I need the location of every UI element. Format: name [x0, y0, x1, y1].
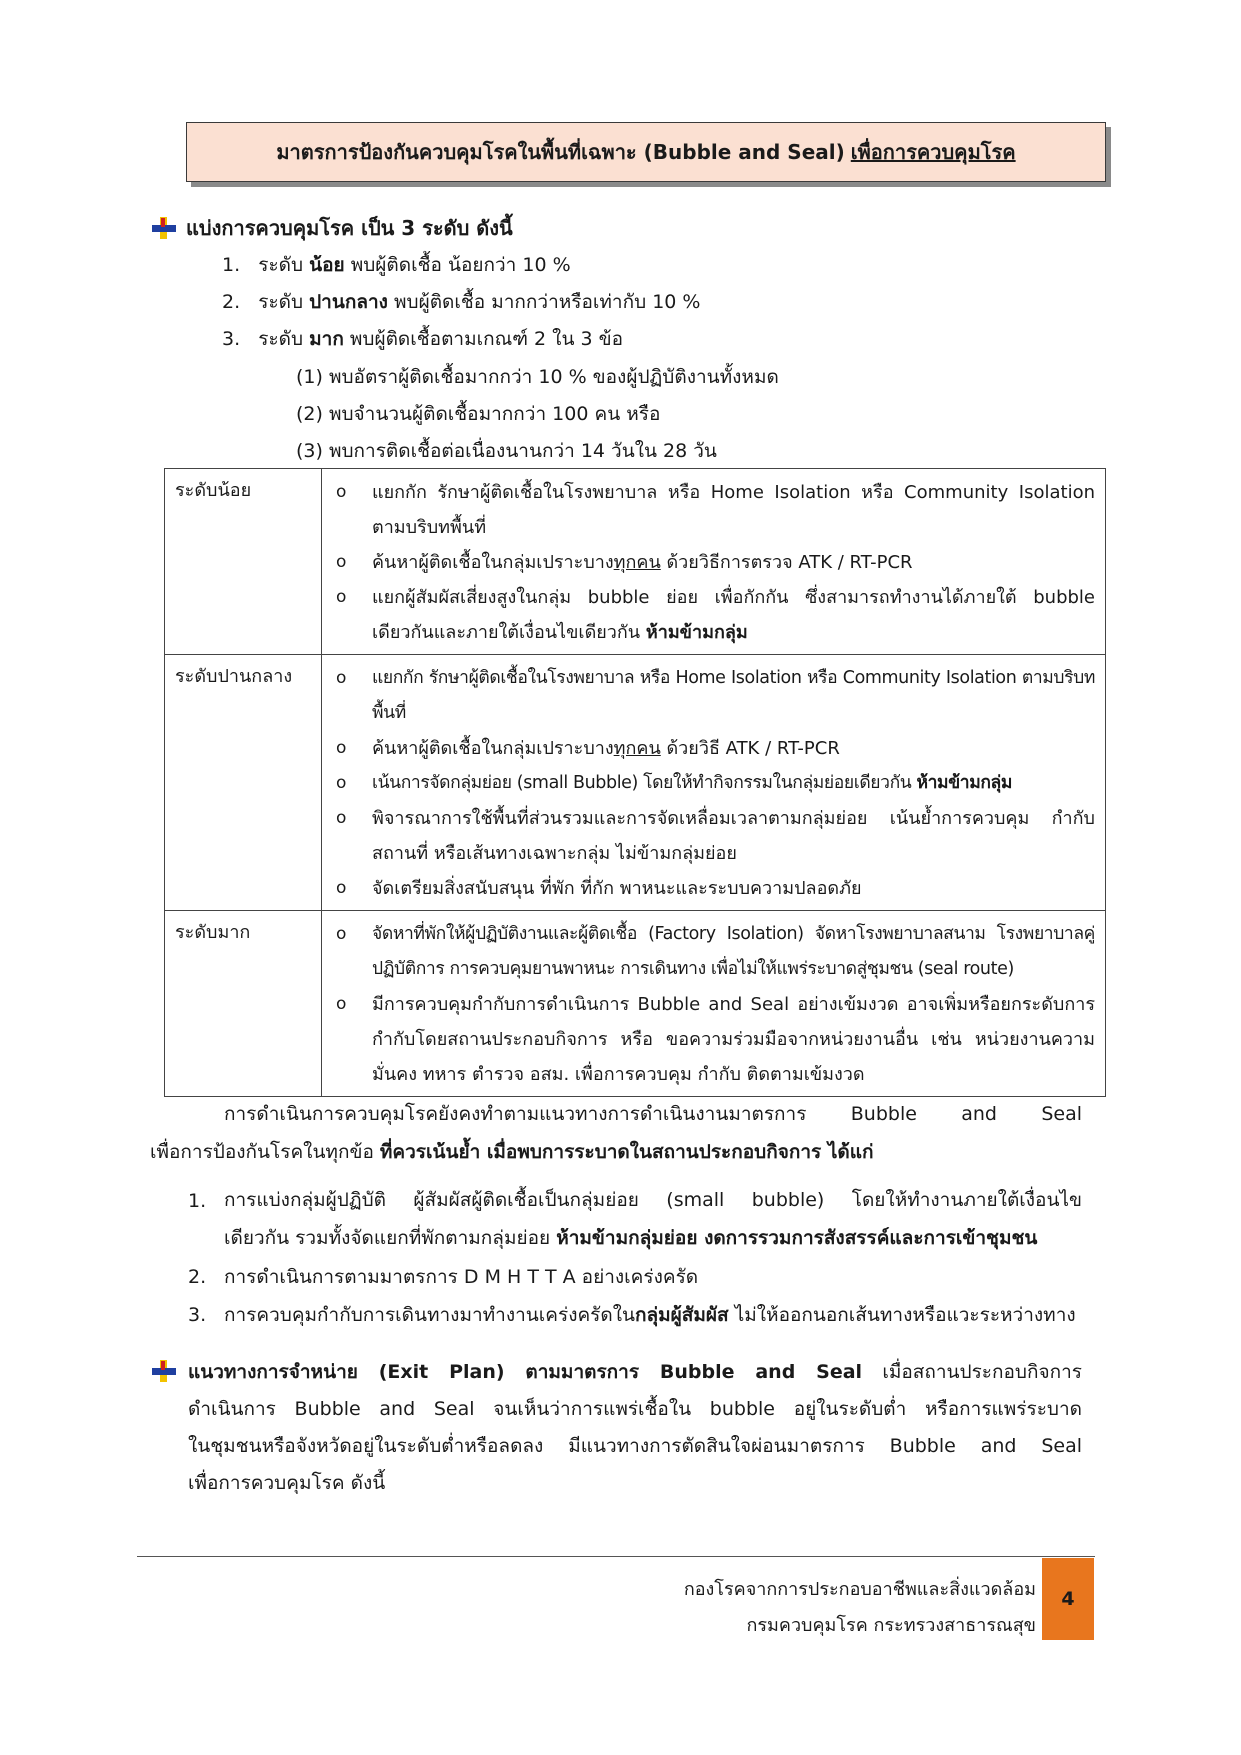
level-item-3 — [222, 326, 623, 352]
list-item — [332, 545, 1095, 580]
bullet: o — [336, 587, 347, 607]
item-text-part: ค้นหาผู้ติดเชื้อในกลุ่มเปราะบาง — [372, 738, 614, 759]
section1-heading-text: แบ่งการควบคุมโรค เป็น 3 ระดับ ดังนี้ — [186, 216, 513, 240]
level-label-medium: ระดับปานกลาง — [165, 655, 322, 911]
level-bold: น้อย — [309, 254, 345, 276]
bullet: o — [336, 773, 347, 793]
list-text: ไม่ให้ออกนอกเส้นทางหรือแวะระหว่างทาง — [728, 1304, 1076, 1326]
list-item — [332, 801, 1095, 871]
level-label-low: ระดับน้อย — [165, 469, 322, 655]
exit-plan-line-2: ดำเนินการ Bubble and Seal จนเห็นว่าการแพร่เชื้อใน bubble อยู่ในระดับต่ำ หรือการแพร่ระบาด — [188, 1398, 1082, 1420]
level-num: 2. — [222, 291, 241, 313]
item-text: แยกกัก รักษาผู้ติดเชื้อในโรงพยาบาล หรือ Home Isolation หรือ Community Isolation ตามบริบทพื้นที่ — [372, 482, 1095, 538]
table-row-medium — [165, 655, 1106, 911]
exit-plan-heading: แนวทางการจำหน่าย (Exit Plan) ตามมาตรการ Bubble and Seal — [188, 1361, 863, 1383]
title-underlined: เพื่อการควบคุมโรค — [850, 140, 1016, 164]
list-item — [332, 766, 1095, 801]
list-emphasis: กลุ่มผู้สัมผัส — [635, 1304, 729, 1326]
measures-high — [322, 911, 1106, 1097]
item-text: จัดหาที่พักให้ผู้ปฏิบัติงานและผู้ติดเชื้อ (Factory Isolation) จัดหาโรงพยาบาลสนาม โรงพยาบาลคู่ปฏิบัติการ การควบคุมยานพาหนะ การเดินทาง เพื่อไม่ให้แพร่ระบาดสู่ชุมชน (seal route) — [372, 924, 1095, 979]
section1-heading — [150, 212, 513, 244]
level-item-1 — [222, 252, 571, 278]
title-banner — [186, 122, 1106, 182]
criteria-2: (2) พบจำนวนผู้ติดเชื้อมากกว่า 100 คน หรือ — [296, 403, 661, 425]
list-text: การควบคุมกำกับการเดินทางมาทำงานเคร่งครัดใน — [224, 1304, 635, 1326]
bullet: o — [336, 924, 347, 944]
paragraph-line-1: การดำเนินการควบคุมโรคยังคงทำตามแนวทางการดำเนินงานมาตรการ Bubble and Seal — [224, 1103, 1082, 1125]
level-rest: พบผู้ติดเชื้อตามเกณฑ์ 2 ใน 3 ข้อ — [349, 328, 623, 350]
emphasis-item-1-line-1: การแบ่งกลุ่มผู้ปฏิบัติ ผู้สัมผัสผู้ติดเชื้อเป็นกลุ่มย่อย (small bubble) โดยให้ทำงานภายใต้เงื่อนไข — [224, 1189, 1082, 1211]
level-rest: พบผู้ติดเชื้อ มากกว่าหรือเท่ากับ 10 % — [393, 291, 701, 313]
item-text-underlined: ทุกคน — [613, 552, 661, 573]
emphasis-num-1: 1. — [188, 1190, 207, 1212]
paragraph-text: เพื่อการป้องกันโรคในทุกข้อ — [150, 1141, 380, 1163]
footer-department: กองโรคจากการประกอบอาชีพและสิ่งแวดล้อม — [683, 1579, 1036, 1600]
item-text — [372, 580, 1095, 650]
list-item — [332, 661, 1095, 731]
item-text: แยกกัก รักษาผู้ติดเชื้อในโรงพยาบาล หรือ Home Isolation หรือ Community Isolation ตามบริบทพื้นที่ — [372, 668, 1095, 723]
table-row-low — [165, 469, 1106, 655]
item-text-part: ค้นหาผู้ติดเชื้อในกลุ่มเปราะบาง — [372, 552, 614, 573]
list-item — [332, 580, 1095, 650]
page-number-badge: 4 — [1042, 1558, 1094, 1640]
emphasis-item-3 — [224, 1302, 1076, 1328]
bullet: o — [336, 668, 347, 688]
level-prefix: ระดับ — [258, 328, 304, 350]
level-bold: ปานกลาง — [309, 291, 388, 313]
list-emphasis: ห้ามข้ามกลุ่มย่อย งดการรวมการสังสรรค์และการเข้าชุมชน — [556, 1227, 1038, 1249]
criteria-1: (1) พบอัตราผู้ติดเชื้อมากกว่า 10 % ของผู้ปฏิบัติงานทั้งหมด — [296, 366, 779, 388]
item-text: จัดเตรียมสิ่งสนับสนุน ที่พัก ที่กัก พาหนะและระบบความปลอดภัย — [372, 878, 862, 899]
item-text-part: แยกผู้สัมผัสเสี่ยงสูงในกลุ่ม bubble ย่อย เพื่อกักกัน ซึ่งสามารถทำงานได้ภายใต้ bubble เดียวกันและภายใต้เงื่อนไขเดียวกัน — [372, 587, 1095, 643]
paragraph-emphasis: ที่ควรเน้นย้ำ เมื่อพบการระบาดในสถานประกอบกิจการ ได้แก่ — [379, 1141, 874, 1163]
exit-plan-text: เมื่อสถานประกอบกิจการ — [862, 1361, 1082, 1383]
table-row-high — [165, 911, 1106, 1097]
level-num: 1. — [222, 254, 241, 276]
level-prefix: ระดับ — [258, 291, 304, 313]
item-text-part: ด้วยวิธีการตรวจ ATK / RT-PCR — [660, 552, 913, 573]
item-text: มีการควบคุมกำกับการดำเนินการ Bubble and Seal อย่างเข้มงวด อาจเพิ่มหรือยกระดับการกำกับโดยสถานประกอบกิจการ หรือ ขอความร่วมมือจากหน่วยงานอื่น เช่น หน่วยงานความมั่นคง ทหาร ตำรวจ อสม. เพื่อการควบคุม กำกับ ติดตามเข้มงวด — [372, 994, 1095, 1085]
measures-low — [322, 469, 1106, 655]
footer-divider — [137, 1556, 1095, 1557]
bullet: o — [336, 878, 347, 898]
item-text-bold: ห้ามข้ามกลุ่ม — [916, 773, 1012, 793]
level-num: 3. — [222, 328, 241, 350]
bullet: o — [336, 808, 347, 828]
title-main: มาตรการป้องกันควบคุมโรคในพื้นที่เฉพาะ (Bubble and Seal) — [276, 140, 845, 164]
measures-medium — [322, 655, 1106, 911]
exit-plan-line-1 — [188, 1354, 1082, 1391]
list-text: เดียวกัน รวมทั้งจัดแยกที่พักตามกลุ่มย่อย — [224, 1227, 557, 1249]
level-label-high: ระดับมาก — [165, 911, 322, 1097]
exit-plan-line-3: ในชุมชนหรือจังหวัดอยู่ในระดับต่ำหรือลดลง มีแนวทางการตัดสินใจผ่อนมาตรการ Bubble and Seal — [188, 1435, 1082, 1457]
list-item — [332, 475, 1095, 545]
emphasis-item-1-line-2 — [224, 1220, 1082, 1257]
level-item-2 — [222, 289, 700, 315]
level-prefix: ระดับ — [258, 254, 304, 276]
bullet: o — [336, 482, 347, 502]
item-text-part: เน้นการจัดกลุ่มย่อย (small Bubble) โดยให้ทำกิจกรรมในกลุ่มย่อยเดียวกัน — [372, 773, 917, 793]
emphasis-item-2: การดำเนินการตามมาตรการ D M H T T A อย่างเคร่งครัด — [224, 1266, 699, 1288]
bullet: o — [336, 552, 347, 572]
item-text — [372, 545, 1095, 580]
bullet-cross-icon — [150, 215, 178, 241]
bullet: o — [336, 738, 347, 758]
emphasis-num-3: 3. — [188, 1304, 207, 1326]
list-item — [332, 871, 1095, 906]
measures-table — [164, 468, 1106, 1097]
list-item — [332, 731, 1095, 766]
bullet-cross-icon — [150, 1358, 178, 1384]
level-bold: มาก — [309, 328, 344, 350]
item-text-underlined: ทุกคน — [613, 738, 661, 759]
footer-ministry: กรมควบคุมโรค กระทรวงสาธารณสุข — [746, 1615, 1036, 1636]
item-text — [372, 766, 1095, 801]
criteria-3: (3) พบการติดเชื้อต่อเนื่องนานกว่า 14 วันใน 28 วัน — [296, 440, 717, 462]
list-item — [332, 917, 1095, 987]
paragraph-line-2 — [150, 1134, 1082, 1171]
item-text-bold: ห้ามข้ามกลุ่ม — [645, 622, 748, 643]
bullet: o — [336, 994, 347, 1014]
item-text: พิจารณาการใช้พื้นที่ส่วนรวมและการจัดเหลื่อมเวลาตามกลุ่มย่อย เน้นย้ำการควบคุม กำกับ สถานที่ หรือเส้นทางเฉพาะกลุ่ม ไม่ข้ามกลุ่มย่อย — [372, 808, 1095, 864]
emphasis-num-2: 2. — [188, 1266, 207, 1288]
item-text — [372, 731, 1095, 766]
level-rest: พบผู้ติดเชื้อ น้อยกว่า 10 % — [350, 254, 571, 276]
item-text-part: ด้วยวิธี ATK / RT-PCR — [660, 738, 840, 759]
list-item — [332, 987, 1095, 1092]
exit-plan-line-4: เพื่อการควบคุมโรค ดังนี้ — [188, 1472, 386, 1494]
